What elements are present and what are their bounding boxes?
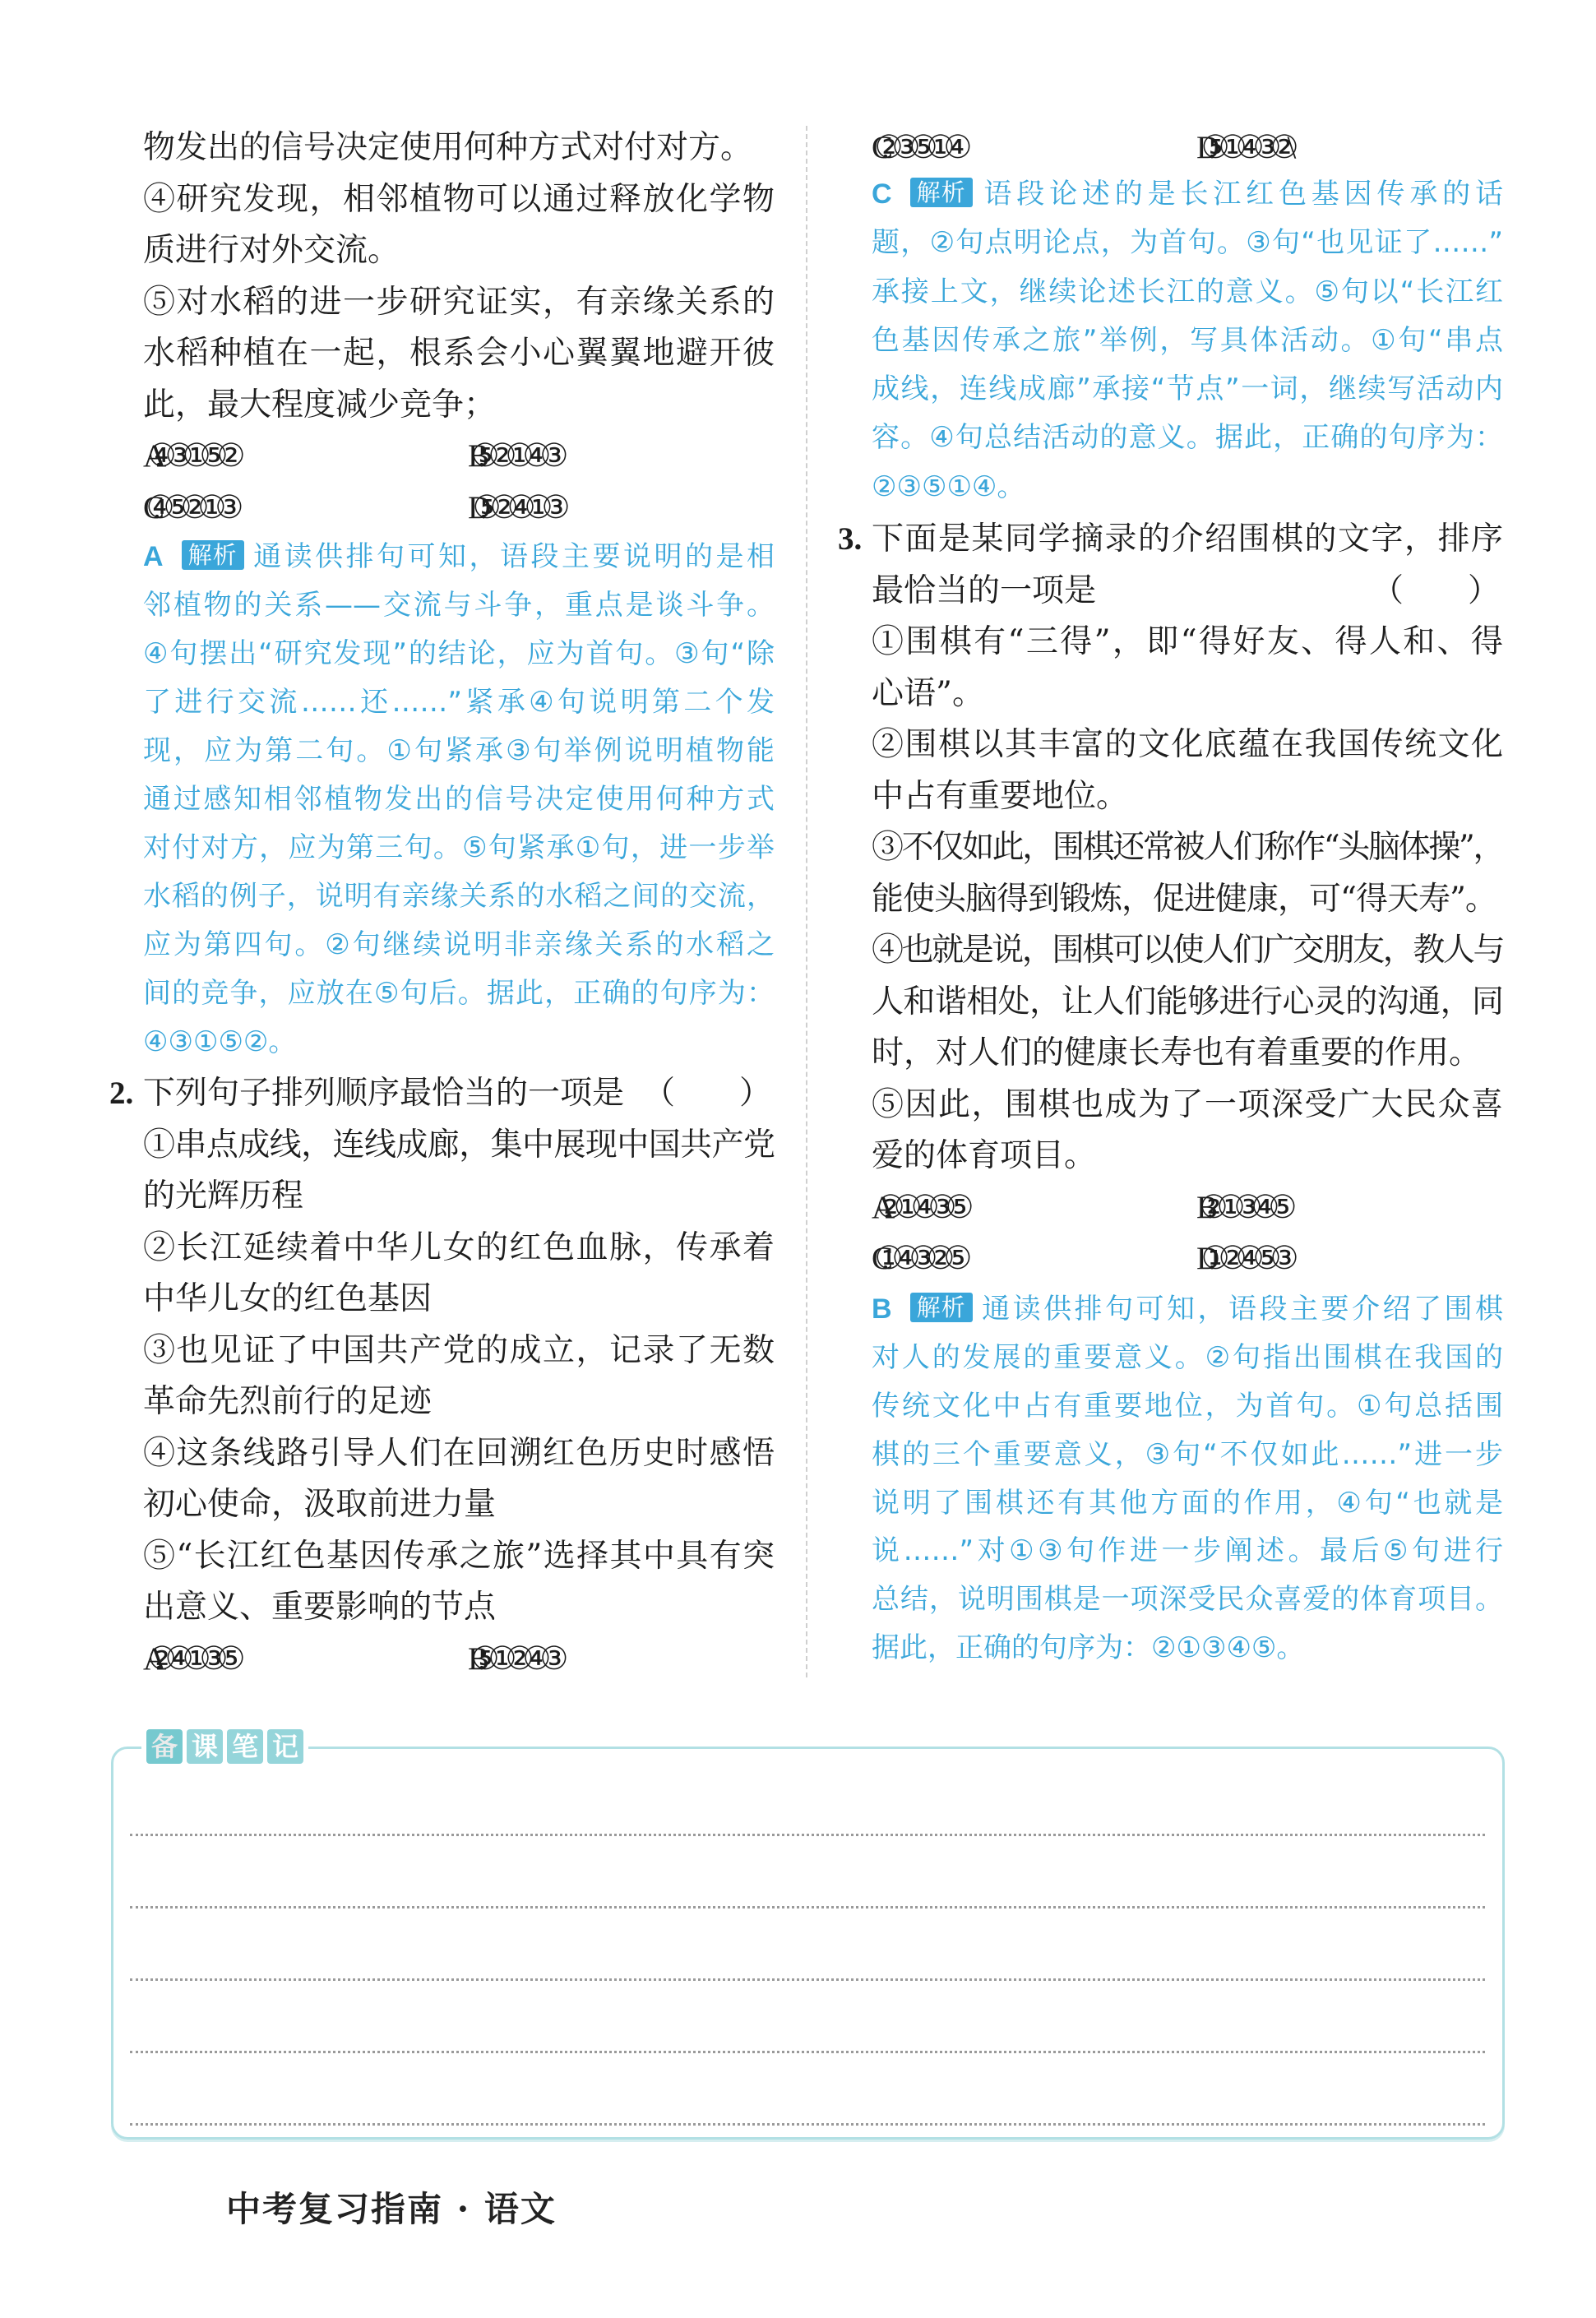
text-line: 革命先烈前行的足迹: [143, 1383, 433, 1420]
text-line: ③也见证了中国共产党的成立，记录了无数: [143, 1331, 775, 1369]
text-line: ⑤对水稻的进一步研究证实，有亲缘关系的: [143, 283, 775, 321]
question-number: 3.: [838, 521, 863, 557]
question-number: 2.: [109, 1076, 134, 1111]
notes-label-char: 笔: [227, 1729, 263, 1764]
option-d: D. ⑤①④③②\: [1196, 130, 1285, 165]
lesson-notes-box: [111, 1731, 1505, 2140]
analysis-line: 成线，连线成廊”承接“节点”一词，继续写活动内: [872, 372, 1503, 406]
option-a: A. ④③①⑤②: [143, 438, 234, 474]
text-line: 物发出的信号决定使用何种方式对付对方。: [143, 129, 753, 166]
analysis-line: 水稻的例子，说明有亲缘关系的水稻之间的交流，: [143, 880, 775, 913]
analysis-line: 现，应为第二句。①句紧承③句举例说明植物能: [143, 734, 775, 767]
analysis-line: 传统文化中占有重要地位，为首句。①句总括围: [872, 1389, 1503, 1423]
analysis-line: ④③①⑤②。: [143, 1025, 297, 1058]
options-row: [872, 123, 1503, 174]
option-c: C. ④⑤②①③: [143, 489, 233, 525]
option-d: D. ⑤②④①③: [468, 489, 559, 525]
analysis-line: 对付对方，应为第三句。⑤句紧承①句，进一步举: [143, 831, 775, 864]
analysis-line: 承接上文，继续论述长江的意义。⑤句以“长江红: [872, 275, 1503, 308]
option-b: B. ②①③④⑤: [1196, 1189, 1286, 1225]
text-line: 中占有重要地位。: [872, 777, 1129, 815]
question-stem: [838, 514, 1503, 566]
notes-label-char: 备: [146, 1729, 183, 1764]
q2-analysis: [872, 170, 1503, 511]
text-line: 的光辉历程: [143, 1178, 304, 1215]
option-b: B. ⑤②①④③: [468, 438, 557, 474]
analysis-line: 了进行交流……还……”紧承④句说明第二个发: [143, 686, 775, 719]
analysis-line: 应为第四句。②句继续说明非亲缘关系的水稻之: [143, 928, 775, 961]
options-row: [143, 431, 775, 483]
writing-line: [130, 1978, 1485, 1981]
writing-line: [130, 1834, 1485, 1836]
option-a: A. ②④①③⑤: [143, 1640, 234, 1677]
text-line: 心语”。: [872, 674, 984, 712]
analysis-text: 语段论述的是长江红色基因传承的话: [978, 178, 1503, 211]
q3-analysis: [872, 1285, 1503, 1673]
notes-label: [141, 1729, 308, 1765]
options-row: [872, 1182, 1503, 1234]
stem-text: 最恰当的一项是: [872, 571, 1097, 609]
writing-line: [130, 2123, 1485, 2126]
analysis-line: 通过感知相邻植物发出的信号决定使用何种方式: [143, 783, 775, 816]
text-line: ②围棋以其丰富的文化底蕴在我国传统文化: [872, 726, 1503, 763]
analysis-line: 题，②句点明论点，为首句。③句“也见证了……”: [872, 226, 1503, 260]
options-row: [143, 1634, 775, 1686]
analysis-line: 间的竞争，应放在⑤句后。据此，正确的句序为：: [143, 977, 775, 1010]
analysis-line: 说明了围棋还有其他方面的作用，④句“也就是: [872, 1486, 1503, 1520]
analysis-line: 说……”对①③句作进一步阐述。最后⑤句进行: [872, 1534, 1503, 1568]
analysis-line: ②③⑤①④。: [872, 470, 1025, 503]
q1-continuation: [143, 123, 775, 534]
text-line: ②长江延续着中华儿女的红色血脉，传承着: [143, 1228, 775, 1266]
text-line: 初心使命，汲取前进力量: [143, 1486, 497, 1523]
option-c: C. ②③⑤①④: [872, 130, 961, 165]
analysis-text: 通读供排句可知，语段主要介绍了围棋: [978, 1293, 1503, 1326]
writing-line: [130, 1906, 1485, 1909]
text-line: 能使头脑得到锻炼，促进健康，可“得天寿”。: [872, 880, 1497, 918]
stem-text: 下列句子排列顺序最恰当的一项是: [143, 1075, 625, 1112]
analysis-line: 色基因传承之旅”举例，写具体活动。①句“串点: [872, 323, 1503, 357]
text-line: 人和谐相处，让人们能够进行心灵的沟通，同: [872, 983, 1503, 1020]
answer-blank: （ ）: [1371, 571, 1500, 609]
analysis-line: 棋的三个重要意义，③句“不仅如此……”进一步: [872, 1437, 1503, 1471]
answer-letter: A: [143, 541, 164, 572]
writing-line: [130, 2051, 1485, 2053]
text-line: 出意义、重要影响的节点: [143, 1589, 497, 1626]
text-line: ④也就是说，围棋可以使人们广交朋友，教人与: [872, 932, 1503, 969]
question-2: [109, 1068, 775, 1685]
text-line: 时，对人们的健康长寿也有着重要的作用。: [872, 1034, 1482, 1071]
column-divider: [806, 126, 807, 1677]
notes-label-char: 记: [267, 1729, 303, 1764]
text-line: ④这条线路引导人们在回溯红色历史时感悟: [143, 1434, 775, 1472]
analysis-line: 邻植物的关系——交流与斗争，重点是谈斗争。: [143, 589, 775, 622]
analysis-badge: 解析: [910, 1293, 973, 1322]
analysis-badge: 解析: [182, 540, 244, 570]
text-line: ①围棋有“三得”，即“得好友、得人和、得: [872, 623, 1503, 660]
question-3: [838, 514, 1503, 1285]
footer-title: 中考复习指南 · 语文: [226, 2189, 557, 2229]
text-line: ③不仅如此，围棋还常被人们称作“头脑体操”，: [872, 829, 1503, 866]
q1-analysis: [143, 533, 775, 1066]
text-line: 此，最大程度减少竞争；: [143, 386, 497, 423]
text-line: 爱的体育项目。: [872, 1137, 1097, 1174]
option-b: B. ⑤①②④③: [468, 1640, 557, 1677]
analysis-line: ④句摆出“研究发现”的结论，应为首句。③句“除: [143, 637, 775, 670]
q2-options-continued: [872, 123, 1503, 174]
analysis-first-line: [143, 533, 775, 581]
text-line: ⑤“长江红色基因传承之旅”选择其中具有突: [143, 1537, 775, 1575]
analysis-line: 容。④句总结活动的意义。据此，正确的句序为：: [872, 421, 1503, 455]
analysis-line: 对人的发展的重要意义。②句指出围棋在我国的: [872, 1340, 1503, 1374]
notes-label-char: 课: [187, 1729, 223, 1764]
option-c: C. ①④③②⑤: [872, 1241, 961, 1276]
question-stem: [109, 1068, 775, 1120]
analysis-text: 通读供排句可知，语段主要说明的是相: [250, 540, 775, 573]
option-d: D. ①②④⑤③: [1196, 1241, 1288, 1276]
analysis-line: 总结，说明围棋是一项深受民众喜爱的体育项目。: [872, 1583, 1503, 1617]
text-line: 水稻种植在一起，根系会小心翼翼地避开彼: [143, 335, 775, 372]
question-stem: [872, 566, 1503, 618]
stem-text: 下面是某同学摘录的介绍围棋的文字，排序: [872, 521, 1503, 558]
answer-letter: C: [872, 178, 892, 210]
option-a: A. ②①④③⑤: [872, 1189, 963, 1225]
options-row: [143, 483, 775, 534]
analysis-first-line: [872, 170, 1503, 219]
options-row: [872, 1233, 1503, 1285]
text-line: 质进行对外交流。: [143, 232, 400, 269]
analysis-badge: 解析: [910, 178, 973, 207]
text-line: ⑤因此，围棋也成为了一项深受广大民众喜: [872, 1085, 1503, 1123]
text-line: ①串点成线，连线成廊，集中展现中国共产党: [143, 1126, 775, 1164]
answer-letter: B: [872, 1293, 892, 1325]
analysis-line: 据此，正确的句序为：②①③④⑤。: [872, 1631, 1305, 1665]
analysis-first-line: [872, 1285, 1503, 1334]
text-line: ④研究发现，相邻植物可以通过释放化学物: [143, 180, 775, 218]
text-line: 中华儿女的红色基因: [143, 1280, 433, 1317]
answer-blank: （ ）: [642, 1075, 771, 1112]
